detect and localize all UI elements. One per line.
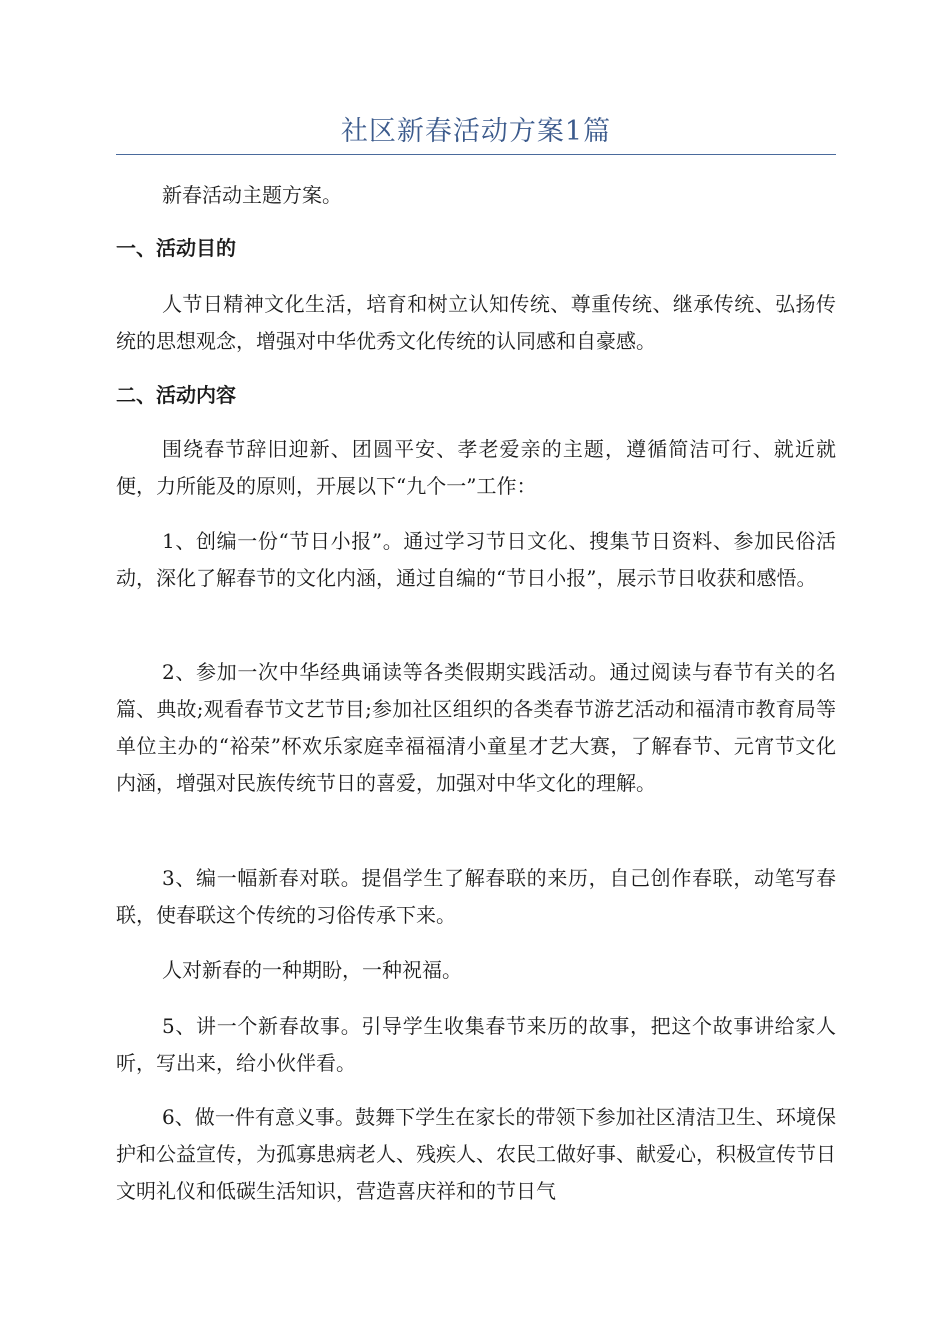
item-5-paragraph: 5、讲一个新春故事。引导学生收集春节来历的故事，把这个故事讲给家人听，写出来，给小伙伴看。 [116,1014,836,1075]
item-6-paragraph: 6、做一件有意义事。鼓舞下学生在家长的带领下参加社区清洁卫生、环境保护和公益宣传，为孤寡患病老人、残疾人、农民工做好事、献爱心，积极宣传节日文明礼仪和低碳生活知识，营造喜庆祥和的节日气 [116,1105,836,1203]
document-title: 社区新春活动方案1篇 [340,116,612,147]
purpose-paragraph: 人节日精神文化生活，培育和树立认知传统、尊重传统、继承传统、弘扬传统的思想观念，增强对中华优秀文化传统的认同感和自豪感。 [116,292,836,353]
section-heading-content: 二、活动内容 [116,383,236,407]
content-intro-paragraph: 围绕春节辞旧迎新、团圆平安、孝老爱亲的主题，遵循简洁可行、就近就便，力所能及的原则，开展以下“九个一”工作： [116,437,836,498]
title-underline [116,154,836,155]
item-3-paragraph: 3、编一幅新春对联。提倡学生了解春联的来历，自己创作春联，动笔写春联，使春联这个传统的习俗传承下来。 [116,866,836,927]
section-heading-purpose: 一、活动目的 [116,236,236,260]
item-1-paragraph: 1、创编一份“节日小报”。通过学习节日文化、搜集节日资料、参加民俗活动，深化了解春节的文化内涵，通过自编的“节日小报”，展示节日收获和感悟。 [116,529,836,590]
item-4-fragment-paragraph: 人对新春的一种期盼，一种祝福。 [162,958,462,982]
item-2-paragraph: 2、参加一次中华经典诵读等各类假期实践活动。通过阅读与春节有关的名篇、典故;观看春节文艺节目;参加社区组织的各类春节游艺活动和福清市教育局等单位主办的“裕荣”杯欢乐家庭幸福福清小童星才艺大赛，了解春节、元宵节文化内涵，增强对民族传统节日的喜爱，加强对中华文化的理解。 [116,660,836,795]
intro-paragraph: 新春活动主题方案。 [162,183,342,207]
